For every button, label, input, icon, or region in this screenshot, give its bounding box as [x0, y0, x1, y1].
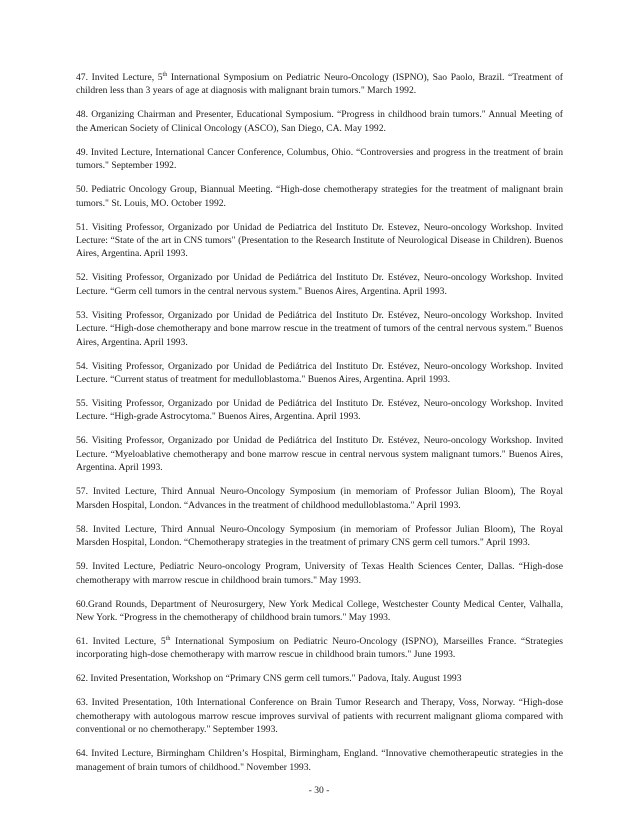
lecture-list [76, 71, 563, 785]
list-item: 54. Visiting Professor, Organizado por Unidad de Pediátrica del Instituto Dr. Estévez, Neuro-oncology Workshop. Invited Lecture. “Current status of treatment for medulloblastoma." Buenos Aires, Argentina. April 1993. [76, 360, 563, 386]
list-item: 53. Visiting Professor, Organizado por Unidad de Pediátrica del Instituto Dr. Estévez, Neuro-oncology Workshop. Invited Lecture. “High-dose chemotherapy and bone marrow rescue in the treatment of tumors of the central nervous system." Buenos Aires, Argentina. April 1993. [76, 309, 563, 348]
list-item: 49. Invited Lecture, International Cancer Conference, Columbus, Ohio. “Controversies and progress in the treatment of brain tumors." September 1992. [76, 146, 563, 172]
list-item: 48. Organizing Chairman and Presenter, Educational Symposium. “Progress in childhood brain tumors." Annual Meeting of the American Society of Clinical Oncology (ASCO), San Diego, CA. May 1992. [76, 109, 563, 134]
list-item: 61. Invited Lecture, 5th International Symposium on Pediatric Neuro-Oncology (ISPNO), Marseilles France. “Strategies incorporating high-dose chemotherapy with marrow rescue in childhood brain tumors." June 1993. [76, 635, 563, 661]
list-item: 50. Pediatric Oncology Group, Biannual Meeting. “High-dose chemotherapy strategies for the treatment of malignant brain tumors." St. Louis, MO. October 1992. [76, 184, 563, 209]
list-item: 62. Invited Presentation, Workshop on “Primary CNS germ cell tumors." Padova, Italy. August 1993 [76, 673, 462, 685]
list-item: 63. Invited Presentation, 10th International Conference on Brain Tumor Research and Therapy, Voss, Norway. “High-dose chemotherapy with autologous marrow rescue improves survival of patients with recurrent malignant glioma compared with conventional or no chemotherapy." September 1993. [76, 697, 563, 736]
list-item: 64. Invited Lecture, Birmingham Children’s Hospital, Birmingham, England. “Innovative chemotherapeutic strategies in the management of brain tumors of childhood." November 1993. [76, 748, 563, 773]
list-item: 47. Invited Lecture, 5th International Symposium on Pediatric Neuro-Oncology (ISPNO), Sao Paolo, Brazil. “Treatment of children less than 3 years of age at diagnosis with malignant brain tumors." March 1992. [76, 71, 564, 97]
list-item: 56. Visiting Professor, Organizado por Unidad de Pediátrica del Instituto Dr. Estévez, Neuro-oncology Workshop. Invited Lecture. “Myeloablative chemotherapy and bone marrow rescue in central nervous system malignant tumors." Buenos Aires, Argentina. April 1993. [76, 435, 563, 474]
list-item: 60.Grand Rounds, Department of Neurosurgery, New York Medical College, Westchester County Medical Center, Valhalla, New York. “Progress in the chemotherapy of childhood brain tumors." May 1993. [76, 598, 563, 623]
list-item: 59. Invited Lecture, Pediatric Neuro-oncology Program, University of Texas Health Sciences Center, Dallas. “High-dose chemotherapy with marrow rescue in childhood brain tumors." May 1993. [76, 561, 563, 586]
list-item: 52. Visiting Professor, Organizado por Unidad de Pediátrica del Instituto Dr. Estévez, Neuro-oncology Workshop. Invited Lecture. “Germ cell tumors in the central nervous system." Buenos Aires, Argentina. April 1993. [76, 272, 563, 297]
list-item: 51. Visiting Professor, Organizado por Unidad de Pediatrica del Instituto Dr. Estevez, Neuro-oncology Workshop. Invited Lecture: “State of the art in CNS tumors" (Presentation to the Research Institute of Neurological Disease in Children). Buenos Aires, Argentina. April 1993. [76, 221, 563, 260]
list-item: 57. Invited Lecture, Third Annual Neuro-Oncology Symposium (in memoriam of Professor Julian Bloom), The Royal Marsden Hospital, London. “Advances in the treatment of childhood medulloblastoma." April 1993. [76, 486, 563, 511]
list-item: 58. Invited Lecture, Third Annual Neuro-Oncology Symposium (in memoriam of Professor Julian Bloom), The Royal Marsden Hospital, London. “Chemotherapy strategies in the treatment of primary CNS germ cell tumors." April 1993. [76, 523, 563, 549]
page-number: - 30 - [308, 785, 330, 796]
list-item: 55. Visiting Professor, Organizado por Unidad de Pediátrica del Instituto Dr. Estévez, Neuro-oncology Workshop. Invited Lecture. “High-grade Astrocytoma." Buenos Aires, Argentina. April 1993. [76, 398, 563, 423]
